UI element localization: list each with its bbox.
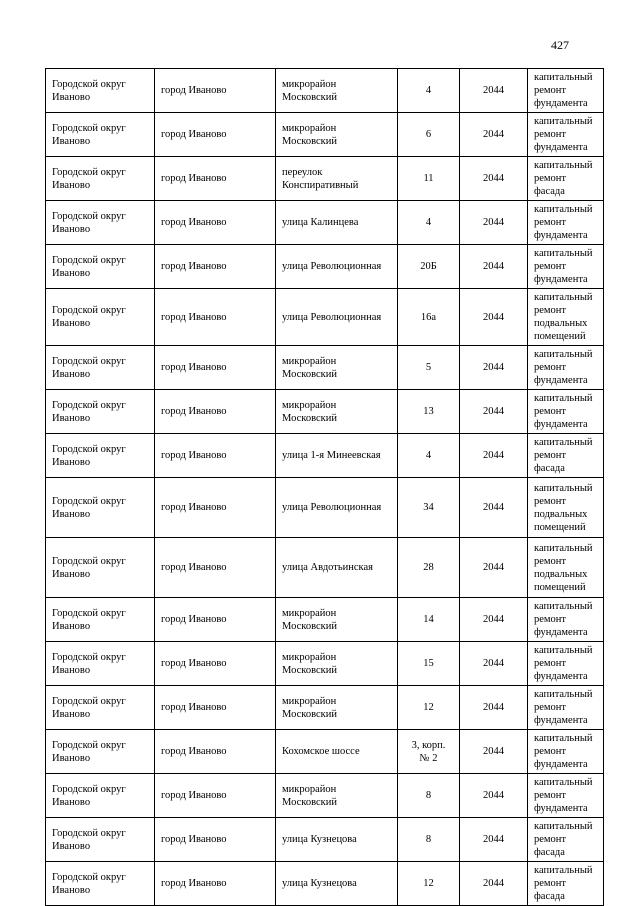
street-cell-text: Кохомское шоссе: [282, 746, 360, 757]
street-cell: [276, 478, 398, 538]
district-cell-text: Городской округ Иваново: [52, 783, 126, 808]
street-cell-text: улица Кузнецова: [282, 878, 357, 889]
house-number-cell-text: 6: [425, 129, 432, 140]
city-cell: [155, 774, 276, 818]
year-cell: [460, 478, 528, 538]
house-number-cell: [398, 538, 460, 598]
district-cell: [46, 686, 155, 730]
district-cell-text: Городской округ Иваново: [52, 122, 126, 147]
street-cell: [276, 113, 398, 157]
district-cell-text: Городской округ Иваново: [52, 739, 126, 764]
house-number-cell: [398, 642, 460, 686]
city-cell: [155, 730, 276, 774]
district-cell: [46, 862, 155, 906]
city-cell-text: город Иваново: [161, 311, 227, 323]
work-type-cell: [528, 478, 604, 538]
city-cell-text: город Иваново: [161, 702, 227, 713]
work-type-cell-text: капитальный ремонт подвальных помещений: [534, 482, 593, 533]
table-row: [46, 774, 604, 818]
work-type-cell: [528, 289, 604, 346]
house-number-cell: [398, 201, 460, 245]
district-cell: [46, 113, 155, 157]
city-cell-text: город Иваново: [161, 217, 227, 228]
city-cell-text: город Иваново: [161, 261, 227, 272]
street-cell: [276, 69, 398, 113]
year-cell-text: 2044: [483, 406, 504, 417]
house-number-cell-text: 34: [423, 502, 434, 513]
house-number-cell-text: 20Б: [420, 261, 437, 272]
street-cell: [276, 245, 398, 289]
year-cell-text: 2044: [483, 261, 504, 272]
district-cell-text: Городской округ Иваново: [52, 254, 126, 279]
street-cell: [276, 862, 398, 906]
house-number-cell-text: 4: [425, 217, 432, 228]
district-cell-text: Городской округ Иваново: [52, 555, 126, 580]
work-type-cell: [528, 774, 604, 818]
house-number-cell: [398, 346, 460, 390]
year-cell: [460, 113, 528, 157]
city-cell-text: город Иваново: [161, 450, 227, 461]
work-type-cell-text: капитальный ремонт фундамента: [534, 393, 593, 430]
work-type-cell-text: капитальный ремонт фасада: [534, 160, 593, 197]
district-cell: [46, 478, 155, 538]
city-cell-text: город Иваново: [161, 658, 227, 669]
city-cell: [155, 113, 276, 157]
city-cell: [155, 642, 276, 686]
work-type-cell-text: капитальный ремонт фасада: [534, 821, 593, 858]
house-number-cell: [398, 434, 460, 478]
year-cell: [460, 730, 528, 774]
district-cell: [46, 346, 155, 390]
year-cell-text: 2044: [483, 614, 504, 625]
year-cell-text: 2044: [483, 502, 504, 513]
year-cell-text: 2044: [483, 878, 504, 889]
street-cell-text: микрорайон Московский: [282, 783, 337, 808]
street-cell-text: переулок Конспиративный: [282, 166, 359, 191]
city-cell: [155, 157, 276, 201]
district-cell-text: Городской округ Иваново: [52, 166, 126, 191]
street-cell-text: микрорайон Московский: [282, 122, 337, 147]
street-cell: [276, 730, 398, 774]
year-cell-text: 2044: [483, 217, 504, 228]
house-number-cell-text: 8: [425, 790, 432, 801]
work-type-cell: [528, 862, 604, 906]
work-type-cell: [528, 818, 604, 862]
city-cell: [155, 245, 276, 289]
work-type-cell-text: капитальный ремонт фасада: [534, 865, 593, 902]
district-cell: [46, 818, 155, 862]
street-cell-text: микрорайон Московский: [282, 607, 337, 632]
street-cell: [276, 434, 398, 478]
city-cell: [155, 390, 276, 434]
year-cell: [460, 818, 528, 862]
street-cell: [276, 642, 398, 686]
district-cell: [46, 289, 155, 346]
year-cell-text: 2044: [483, 85, 504, 96]
year-cell: [460, 390, 528, 434]
year-cell-text: 2044: [483, 834, 504, 845]
house-number-cell: [398, 862, 460, 906]
district-cell-text: Городской округ Иваново: [52, 695, 126, 720]
city-cell: [155, 201, 276, 245]
city-cell: [155, 862, 276, 906]
street-cell-text: микрорайон Московский: [282, 651, 337, 676]
year-cell-text: 2044: [483, 790, 504, 801]
work-type-cell: [528, 686, 604, 730]
table-row: [46, 157, 604, 201]
house-number-cell-text: 12: [423, 878, 434, 889]
house-number-cell-text: 3, корп. № 2: [411, 739, 446, 764]
year-cell: [460, 157, 528, 201]
year-cell-text: 2044: [483, 362, 504, 373]
street-cell-text: микрорайон Московский: [282, 355, 337, 380]
work-type-cell-text: капитальный ремонт фундамента: [534, 689, 593, 726]
district-cell: [46, 538, 155, 598]
city-cell-text: город Иваново: [161, 790, 227, 801]
house-number-cell: [398, 730, 460, 774]
table-row: [46, 478, 604, 538]
house-number-cell-text: 11: [423, 173, 434, 184]
house-number-cell-text: 14: [423, 614, 434, 625]
year-cell: [460, 538, 528, 598]
city-cell-text: город Иваново: [161, 562, 227, 573]
district-cell-text: Городской округ Иваново: [52, 210, 126, 235]
year-cell: [460, 245, 528, 289]
street-cell: [276, 289, 398, 346]
street-cell-text: улица Кузнецова: [282, 834, 357, 845]
city-cell: [155, 289, 276, 346]
street-cell-text: улица Революционная: [282, 311, 382, 323]
city-cell: [155, 598, 276, 642]
year-cell: [460, 598, 528, 642]
year-cell: [460, 201, 528, 245]
year-cell: [460, 642, 528, 686]
year-cell-text: 2044: [483, 658, 504, 669]
table-row: [46, 686, 604, 730]
table-row: [46, 434, 604, 478]
work-type-cell: [528, 598, 604, 642]
district-cell: [46, 390, 155, 434]
table-row: [46, 538, 604, 598]
house-number-cell: [398, 245, 460, 289]
street-cell: [276, 201, 398, 245]
work-type-cell: [528, 434, 604, 478]
work-type-cell: [528, 346, 604, 390]
district-cell-text: Городской округ Иваново: [52, 399, 126, 424]
house-number-cell-text: 16а: [420, 311, 437, 323]
district-cell-text: Городской округ Иваново: [52, 78, 126, 103]
city-cell-text: город Иваново: [161, 614, 227, 625]
street-cell: [276, 538, 398, 598]
street-cell-text: микрорайон Московский: [282, 695, 337, 720]
district-cell-text: Городской округ Иваново: [52, 607, 126, 632]
year-cell: [460, 862, 528, 906]
city-cell-text: город Иваново: [161, 502, 227, 513]
city-cell: [155, 538, 276, 598]
district-cell-text: Городской округ Иваново: [52, 443, 126, 468]
street-cell: [276, 598, 398, 642]
district-cell-text: Городской округ Иваново: [52, 651, 126, 676]
district-cell: [46, 598, 155, 642]
work-type-cell-text: капитальный ремонт фасада: [534, 437, 593, 474]
work-type-cell-text: капитальный ремонт фундамента: [534, 204, 593, 241]
district-cell-text: Городской округ Иваново: [52, 305, 126, 329]
district-cell: [46, 157, 155, 201]
year-cell-text: 2044: [483, 562, 504, 573]
table-row: [46, 642, 604, 686]
table-row: [46, 598, 604, 642]
house-number-cell-text: 12: [423, 702, 434, 713]
district-cell: [46, 642, 155, 686]
work-type-cell: [528, 538, 604, 598]
city-cell-text: город Иваново: [161, 362, 227, 373]
work-type-cell-text: капитальный ремонт фундамента: [534, 116, 593, 153]
street-cell-text: улица Авдотьинская: [282, 562, 373, 573]
table-row: [46, 862, 604, 906]
house-number-cell: [398, 157, 460, 201]
street-cell: [276, 390, 398, 434]
street-cell: [276, 346, 398, 390]
work-type-cell-text: капитальный ремонт фундамента: [534, 733, 593, 770]
year-cell: [460, 346, 528, 390]
house-number-cell: [398, 113, 460, 157]
table-row: [46, 730, 604, 774]
city-cell-text: город Иваново: [161, 834, 227, 845]
house-number-cell: [398, 686, 460, 730]
house-number-cell: [398, 390, 460, 434]
house-number-cell: [398, 774, 460, 818]
year-cell-text: 2044: [483, 746, 504, 757]
year-cell-text: 2044: [483, 702, 504, 713]
year-cell-text: 2044: [483, 450, 504, 461]
street-cell-text: улица Революционная: [282, 261, 382, 272]
district-cell: [46, 201, 155, 245]
work-type-cell: [528, 157, 604, 201]
street-cell-text: улица Калинцева: [282, 217, 359, 228]
table-row: [46, 201, 604, 245]
page-number: 427: [551, 38, 569, 52]
table-row: [46, 346, 604, 390]
house-number-cell: [398, 289, 460, 346]
house-number-cell: [398, 818, 460, 862]
work-type-cell-text: капитальный ремонт фундамента: [534, 349, 593, 386]
street-cell-text: улица Революционная: [282, 502, 382, 513]
city-cell: [155, 346, 276, 390]
year-cell: [460, 686, 528, 730]
city-cell-text: город Иваново: [161, 746, 227, 757]
district-cell-text: Городской округ Иваново: [52, 355, 126, 380]
district-cell: [46, 245, 155, 289]
city-cell: [155, 69, 276, 113]
table-row: [46, 289, 604, 346]
work-type-cell-text: капитальный ремонт фундамента: [534, 72, 593, 109]
house-number-cell: [398, 69, 460, 113]
work-type-cell: [528, 113, 604, 157]
work-type-cell-text: капитальный ремонт подвальных помещений: [534, 542, 593, 593]
work-type-cell-text: капитальный ремонт фундамента: [534, 777, 593, 814]
work-type-cell: [528, 245, 604, 289]
district-cell: [46, 69, 155, 113]
street-cell-text: микрорайон Московский: [282, 78, 337, 103]
work-type-cell-text: капитальный ремонт фундамента: [534, 645, 593, 682]
district-cell: [46, 774, 155, 818]
city-cell-text: город Иваново: [161, 129, 227, 140]
district-cell: [46, 434, 155, 478]
street-cell: [276, 686, 398, 730]
street-cell: [276, 774, 398, 818]
table-row: [46, 390, 604, 434]
house-number-cell: [398, 598, 460, 642]
table-row: [46, 69, 604, 113]
housing-repair-table: [45, 68, 604, 906]
work-type-cell: [528, 201, 604, 245]
work-type-cell-text: капитальный ремонт фундамента: [534, 248, 593, 285]
house-number-cell-text: 4: [425, 85, 432, 96]
year-cell-text: 2044: [483, 311, 504, 323]
work-type-cell: [528, 642, 604, 686]
house-number-cell-text: 13: [423, 406, 434, 417]
work-type-cell: [528, 730, 604, 774]
city-cell-text: город Иваново: [161, 173, 227, 184]
year-cell: [460, 774, 528, 818]
table-row: [46, 113, 604, 157]
city-cell-text: город Иваново: [161, 85, 227, 96]
district-cell-text: Городской округ Иваново: [52, 827, 126, 852]
work-type-cell-text: капитальный ремонт фундамента: [534, 601, 593, 638]
house-number-cell-text: 4: [425, 450, 432, 461]
year-cell: [460, 434, 528, 478]
table-row: [46, 245, 604, 289]
year-cell-text: 2044: [483, 129, 504, 140]
year-cell: [460, 289, 528, 346]
house-number-cell-text: 15: [423, 658, 434, 669]
city-cell: [155, 686, 276, 730]
year-cell: [460, 69, 528, 113]
street-cell-text: микрорайон Московский: [282, 399, 337, 424]
house-number-cell-text: 8: [425, 834, 432, 845]
work-type-cell: [528, 390, 604, 434]
table-body: [46, 69, 604, 906]
city-cell-text: город Иваново: [161, 878, 227, 889]
city-cell: [155, 434, 276, 478]
street-cell: [276, 157, 398, 201]
work-type-cell-text: капитальный ремонт подвальных помещений: [534, 292, 593, 342]
street-cell: [276, 818, 398, 862]
house-number-cell: [398, 478, 460, 538]
city-cell: [155, 478, 276, 538]
house-number-cell-text: 28: [423, 562, 434, 573]
house-number-cell-text: 5: [425, 362, 432, 373]
district-cell-text: Городской округ Иваново: [52, 495, 126, 520]
year-cell-text: 2044: [483, 173, 504, 184]
table-row: [46, 818, 604, 862]
city-cell: [155, 818, 276, 862]
district-cell-text: Городской округ Иваново: [52, 871, 126, 896]
street-cell-text: улица 1-я Минеевская: [282, 450, 381, 461]
district-cell: [46, 730, 155, 774]
city-cell-text: город Иваново: [161, 406, 227, 417]
work-type-cell: [528, 69, 604, 113]
